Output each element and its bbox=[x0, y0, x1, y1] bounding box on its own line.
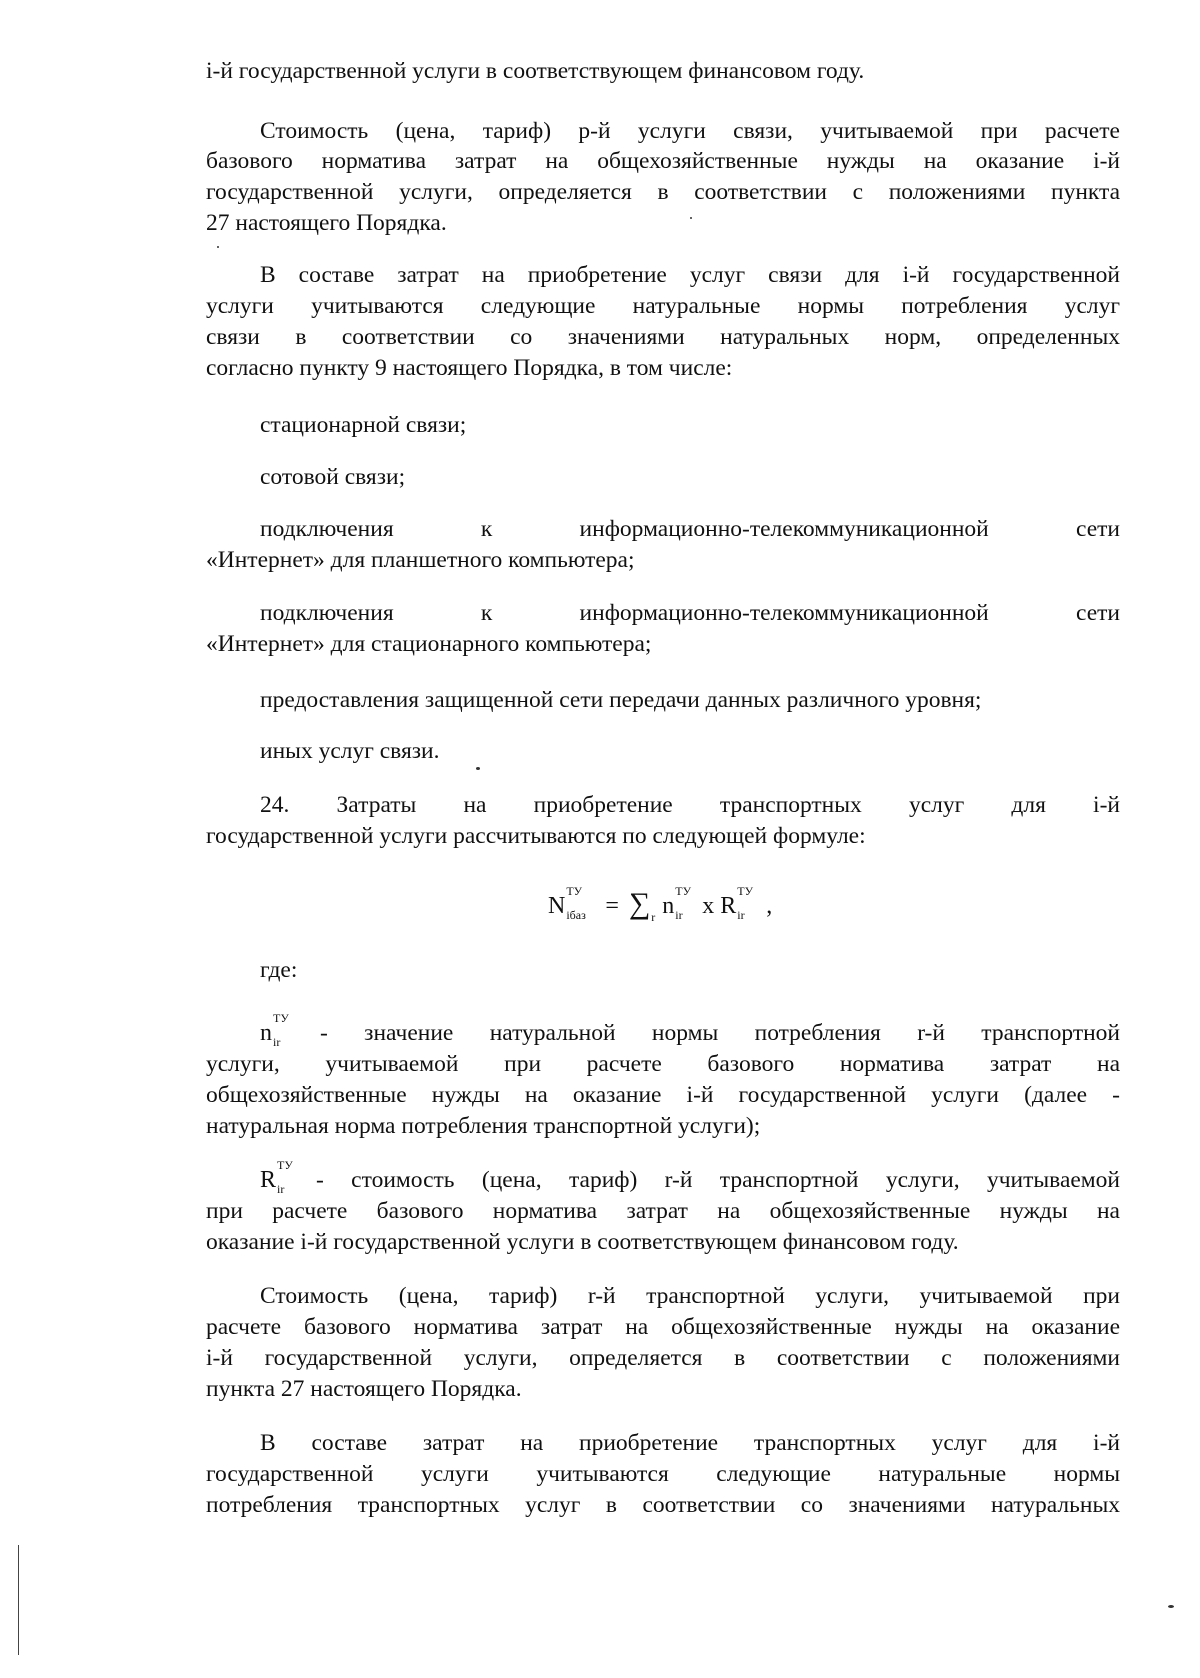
text-line: 27 настоящего Порядка. bbox=[206, 210, 447, 236]
symbol-n-definition: n ТУ ir bbox=[260, 1011, 289, 1049]
text-line: потребления транспортных услуг в соответствии со значениями натуральных bbox=[206, 1492, 1120, 1518]
text-line: где: bbox=[260, 957, 298, 983]
formula-times: x bbox=[702, 893, 715, 919]
text-line: общехозяйственные нужды на оказание i-й государственной услуги (далее - bbox=[206, 1082, 1120, 1108]
text-line: «Интернет» для планшетного компьютера; bbox=[206, 547, 635, 573]
text-line: «Интернет» для стационарного компьютера; bbox=[206, 631, 652, 657]
text-line: согласно пункту 9 настоящего Порядка, в том числе: bbox=[206, 355, 733, 381]
formula-n: n ТУ ir bbox=[662, 884, 692, 922]
text-line: расчете базового норматива затрат на общехозяйственные нужды на оказание bbox=[206, 1314, 1120, 1340]
text-line: услуги, учитываемой при расчете базового норматива затрат на bbox=[206, 1051, 1120, 1077]
scan-speck bbox=[1168, 1605, 1174, 1608]
list-item: предоставления защищенной сети передачи данных различного уровня; bbox=[260, 687, 982, 713]
list-item: сотовой связи; bbox=[260, 464, 406, 490]
formula-equals: = bbox=[605, 893, 619, 919]
text-line: Стоимость (цена, тариф) r-й транспортной услуги, учитываемой при bbox=[260, 1283, 1120, 1309]
section-24-line: 24. Затраты на приобретение транспортных услуг для i-й bbox=[260, 792, 1120, 818]
text-line: натуральная норма потребления транспортной услуги); bbox=[206, 1113, 761, 1139]
formula-comma: , bbox=[766, 893, 773, 919]
text-line: при расчете базового норматива затрат на общехозяйственные нужды на bbox=[206, 1198, 1120, 1224]
text-line: государственной услуги, определяется в соответствии с положениями пункта bbox=[206, 179, 1120, 205]
text-line: - стоимость (цена, тариф) r-й транспортной услуги, учитываемой bbox=[316, 1167, 1120, 1193]
scan-edge-mark bbox=[18, 1545, 19, 1655]
text-line: базового норматива затрат на общехозяйственные нужды на оказание i-й bbox=[206, 148, 1120, 174]
list-item: иных услуг связи. bbox=[260, 738, 440, 764]
list-item: подключения к информационно-телекоммуникационной сети bbox=[260, 516, 1120, 542]
symbol-R-definition: R ТУ ir bbox=[260, 1158, 293, 1196]
list-item: стационарной связи; bbox=[260, 412, 467, 438]
text-line: i-й государственной услуги, определяется в соответствии с положениями bbox=[206, 1345, 1120, 1371]
formula-sum: ∑ r bbox=[628, 887, 656, 924]
text-line: государственной услуги рассчитываются по следующей формуле: bbox=[206, 823, 866, 849]
text-line: В составе затрат на приобретение транспортных услуг для i-й bbox=[260, 1430, 1120, 1456]
formula-R: R ТУ ir bbox=[720, 884, 754, 922]
text-line: Стоимость (цена, тариф) p-й услуги связи, учитываемой при расчете bbox=[260, 118, 1120, 144]
text-line: оказание i-й государственной услуги в соответствующем финансовом году. bbox=[206, 1229, 959, 1255]
text-line: связи в соответствии со значениями натуральных норм, определенных bbox=[206, 324, 1120, 350]
text-line: - значение натуральной нормы потребления r-й транспортной bbox=[320, 1020, 1120, 1046]
text-line: пункта 27 настоящего Порядка. bbox=[206, 1376, 522, 1402]
list-item: подключения к информационно-телекоммуникационной сети bbox=[260, 600, 1120, 626]
transport-cost-formula bbox=[548, 884, 773, 924]
formula-lhs: N ТУ iбаз bbox=[548, 884, 586, 922]
text-line: i-й государственной услуги в соответствующем финансовом году. bbox=[206, 58, 865, 84]
text-line: В составе затрат на приобретение услуг связи для i-й государственной bbox=[260, 262, 1120, 288]
text-line: государственной услуги учитываются следующие натуральные нормы bbox=[206, 1461, 1120, 1487]
scan-speck bbox=[690, 217, 692, 219]
text-line: услуги учитываются следующие натуральные нормы потребления услуг bbox=[206, 293, 1120, 319]
scan-speck bbox=[217, 246, 219, 248]
scan-speck bbox=[476, 767, 480, 770]
